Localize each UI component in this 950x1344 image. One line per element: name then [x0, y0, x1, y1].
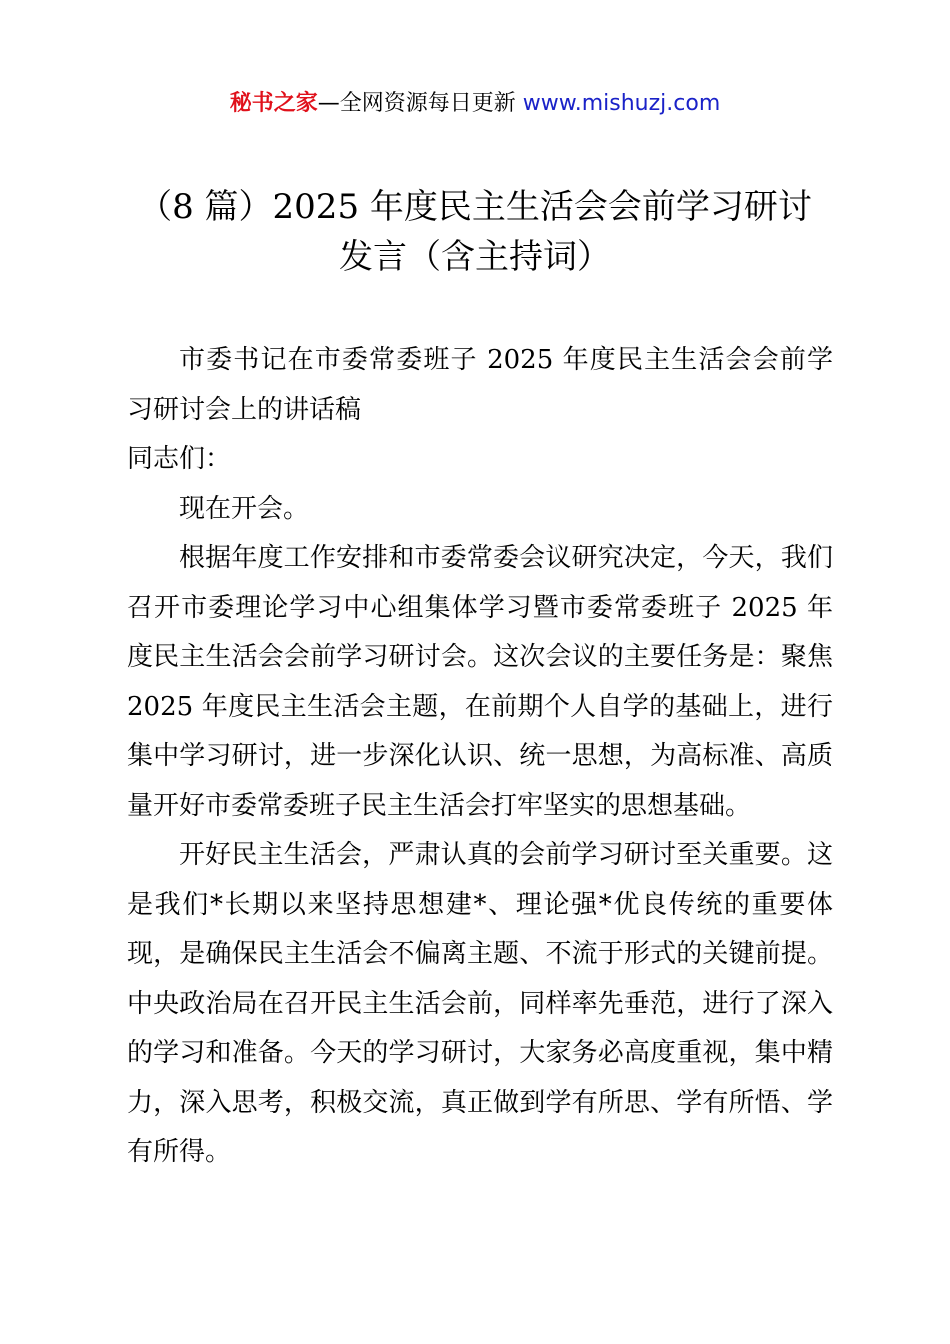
document-title-line-2: 发言（含主持词） — [339, 237, 611, 277]
site-brand: 秘书之家 — [229, 91, 318, 116]
document-title-line-1: （8 篇）2025 年度民主生活会会前学习研讨 — [138, 187, 812, 227]
body-paragraph: 根据年度工作安排和市委常委会议研究决定，今天，我们召开市委理论学习中心组集体学习暨市委常委班子 2025 年度民主生活会会前学习研讨会。这次会议的主要任务是：聚焦 2025 年度民主生活会主题，在前期个人自学的基础上，进行集中学习研讨，进一步深化认识、统一思想，为高标准、高质量开好市委常委班子民主生活会打牢坚实的思想基础。 — [127, 543, 833, 821]
site-tagline: —全网资源每日更新 — [317, 91, 523, 116]
site-url-link[interactable]: www.mishuzj.com — [522, 91, 721, 116]
body-paragraph: 开好民主生活会，严肃认真的会前学习研讨至关重要。这是我们*长期以来坚持思想建*、理论强*优良传统的重要体现，是确保民主生活会不偏离主题、不流于形式的关键前提。中央政治局在召开民主生活会前，同样率先垂范，进行了深入的学习和准备。今天的学习研讨，大家务必高度重视，集中精力，深入思考，积极交流，真正做到学有所思、学有所悟、学有所得。 — [127, 840, 833, 1167]
document-title — [100, 182, 850, 282]
salutation: 同志们： — [127, 444, 232, 474]
speech-subtitle: 市委书记在市委常委班子 2025 年度民主生活会会前学习研讨会上的讲话稿 — [127, 345, 833, 425]
site-header — [0, 88, 950, 120]
body-paragraph: 现在开会。 — [179, 493, 310, 524]
document-body — [127, 336, 833, 1178]
